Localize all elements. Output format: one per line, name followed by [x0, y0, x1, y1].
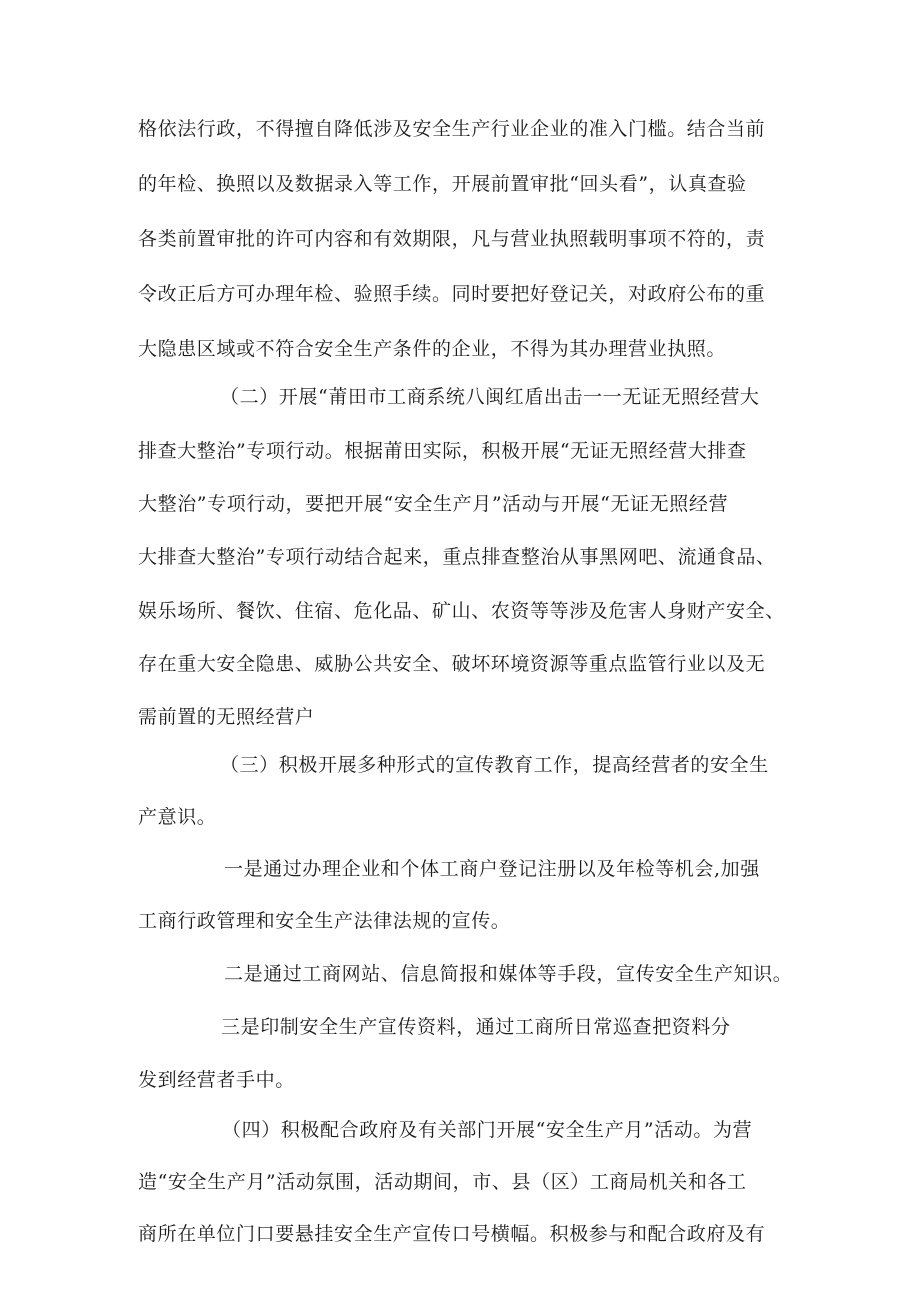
- text-line: 格依法行政，不得擅自降低涉及安全生产行业企业的准入门槛。结合当前: [138, 118, 766, 140]
- text-line: 排查大整治”专项行动。根据莆田实际，积极开展“无证无照经营大排查: [138, 440, 747, 462]
- text-line: 产意识。: [138, 806, 217, 828]
- text-line: 大排查大整治”专项行动结合起来，重点排查整治从事黑网吧、流通食品、: [138, 546, 776, 568]
- text-line: 娱乐场所、餐饮、住宿、危化品、矿山、农资等等涉及危害人身财产安全、: [138, 600, 785, 622]
- text-line: 造“安全生产月”活动氛围，活动期间，市、县（区）工商局机关和各工: [138, 1171, 747, 1193]
- section-heading-2: （二）开展“莆田市工商系统八闽红盾出击一一无证无照经营大: [220, 386, 760, 408]
- text-line: 大整治”专项行动，要把开展“安全生产月”活动与开展“无证无照经营: [138, 493, 729, 515]
- list-item-1: 一是通过办理企业和个体工商户登记注册以及年检等机会,加强: [224, 858, 760, 880]
- text-line: 工商行政管理和安全生产法律法规的宣传。: [138, 910, 511, 932]
- list-item-2: 二是通过工商网站、信息简报和媒体等手段，宣传安全生产知识。: [224, 963, 793, 985]
- section-heading-4: （四）积极配合政府及有关部门开展“安全生产月”活动。为营: [222, 1119, 753, 1141]
- list-item-3: 三是印制安全生产宣传资料，通过工商所日常巡查把资料分: [221, 1016, 731, 1038]
- section-heading-3: （三）积极开展多种形式的宣传教育工作，提高经营者的安全生: [220, 754, 769, 776]
- text-line: 存在重大安全隐患、威胁公共安全、破坏环境资源等重点监管行业以及无: [138, 653, 766, 675]
- text-line: 令改正后方可办理年检、验照手续。同时要把好登记关，对政府公布的重: [138, 283, 766, 305]
- text-line: 大隐患区域或不符合安全生产条件的企业，不得为其办理营业执照。: [138, 338, 727, 360]
- text-line: 商所在单位门口要悬挂安全生产宣传口号横幅。积极参与和配合政府及有: [138, 1223, 766, 1245]
- text-line: 的年检、换照以及数据录入等工作，开展前置审批“回头看”，认真查验: [138, 173, 747, 195]
- text-line: 发到经营者手中。: [138, 1069, 295, 1091]
- text-line: 需前置的无照经营户: [138, 706, 315, 728]
- text-line: 各类前置审批的许可内容和有效期限，凡与营业执照载明事项不符的，责: [138, 228, 766, 250]
